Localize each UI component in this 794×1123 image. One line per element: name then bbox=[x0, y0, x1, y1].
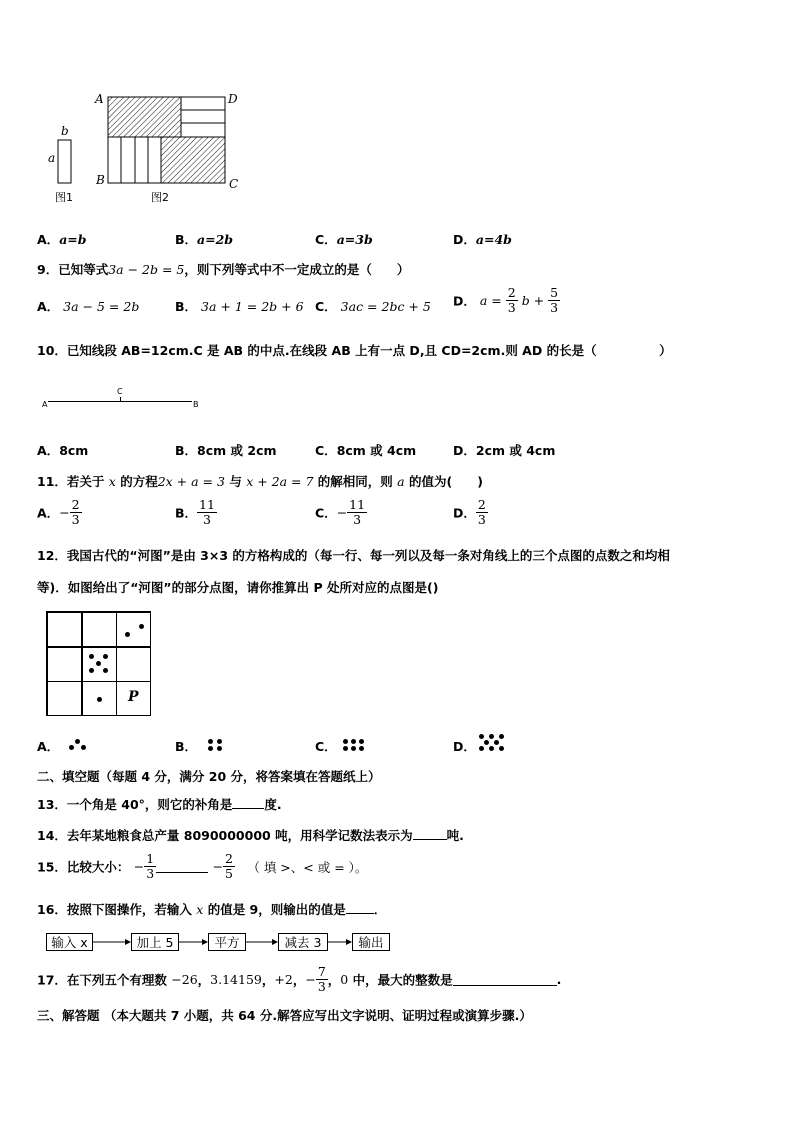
dot bbox=[89, 654, 94, 659]
q11-option-d: D． $\frac{2}{3}$ bbox=[453, 497, 486, 527]
q8-option-c: C．a=3b bbox=[315, 232, 373, 247]
dot-pattern-4 bbox=[207, 738, 227, 752]
q12-option-a: A． bbox=[37, 739, 60, 754]
q12-option-b: B． bbox=[175, 739, 198, 754]
q13-answer-blank[interactable] bbox=[232, 796, 264, 809]
dot-pattern-3 bbox=[68, 738, 88, 752]
grid-p-label: P bbox=[128, 689, 139, 705]
figure-rectangles bbox=[40, 90, 250, 205]
fig2-caption: 图2 bbox=[151, 191, 169, 204]
flow-input: 输入 x bbox=[46, 933, 93, 951]
hetu-grid bbox=[46, 611, 151, 716]
q10-point-c: C bbox=[117, 387, 123, 396]
q12-option-d: D． bbox=[453, 739, 476, 754]
flow-output: 输出 bbox=[352, 933, 390, 951]
q17-question: 17．在下列五个有理数 −26，3.14159，+2，− $\frac{7}{3}$ ，0 中，最大的整数是 . bbox=[37, 964, 562, 994]
q8-option-d: D．a=4b bbox=[453, 232, 512, 247]
q12-question-line2: 等)．如图给出了“河图”的部分点图，请你推算出 P 处所对应的点图是() bbox=[37, 580, 439, 595]
flow-subtract-3: 减去 3 bbox=[278, 933, 328, 951]
grid-cell bbox=[116, 612, 151, 647]
grid-cell bbox=[47, 647, 82, 682]
dot bbox=[96, 661, 101, 666]
fig1-caption: 图1 bbox=[55, 191, 73, 204]
corner-D: D bbox=[228, 92, 238, 106]
q10-point-b: B bbox=[193, 400, 199, 409]
q15-answer-blank[interactable] bbox=[156, 860, 208, 873]
flow-arrows bbox=[0, 935, 400, 949]
q10-question: 10．已知线段 AB=12cm.C 是 AB 的中点.在线段 AB 上有一点 D,且 CD=2cm.则 AD 的长是（ ） bbox=[37, 343, 672, 358]
dot bbox=[103, 668, 108, 673]
dot bbox=[89, 668, 94, 673]
corner-B: B bbox=[96, 173, 105, 187]
q11-option-c: C．− $\frac{11}{3}$ bbox=[315, 497, 366, 527]
q11-question: 11．若关于 x 的方程2x + a = 3 与 x + 2a = 7 的解相同，则 a 的值为( ) bbox=[37, 474, 483, 489]
q14-question: 14．去年某地粮食总产量 8090000000 吨，用科学记数法表示为 吨. bbox=[37, 828, 464, 843]
q15-question: 15．比较大小： − $\frac{1}{3}$ − $\frac{2}{5}$ （ 填 >、< 或 = ）。 bbox=[37, 851, 368, 881]
fig1-label-b: b bbox=[61, 124, 69, 138]
q10-midpoint-tick bbox=[120, 397, 121, 401]
q16-question: 16．按照下图操作，若输入 x 的值是 9，则输出的值是 ． bbox=[37, 902, 387, 917]
fig1-label-a: a bbox=[48, 151, 56, 165]
q8-option-a: A．a=b bbox=[37, 232, 87, 247]
grid-cell bbox=[82, 612, 117, 647]
grid-cell bbox=[47, 612, 82, 647]
q10-option-c: C．8cm 或 4cm bbox=[315, 443, 417, 458]
q9-option-b: B． 3a + 1 = 2b + 6 bbox=[175, 299, 304, 314]
q11-option-a: A．− $\frac{2}{3}$ bbox=[37, 497, 80, 527]
q10-point-a: A bbox=[42, 400, 48, 409]
dot bbox=[125, 632, 130, 637]
q10-option-b: B．8cm 或 2cm bbox=[175, 443, 277, 458]
dot bbox=[139, 624, 144, 629]
q17-answer-blank[interactable] bbox=[453, 973, 557, 986]
grid-cell bbox=[47, 681, 82, 716]
q11-option-b: B． $\frac{11}{3}$ bbox=[175, 497, 215, 527]
section-3-heading: 三、解答题 （本大题共 7 小题，共 64 分.解答应写出文字说明、证明过程或演算步骤.） bbox=[37, 1008, 532, 1023]
q10-segment bbox=[48, 401, 192, 402]
q8-option-b: B．a=2b bbox=[175, 232, 234, 247]
dot bbox=[103, 654, 108, 659]
corner-A: A bbox=[95, 92, 104, 106]
q12-option-c: C． bbox=[315, 739, 337, 754]
q10-option-a: A．8cm bbox=[37, 443, 89, 458]
grid-cell bbox=[116, 647, 151, 682]
figure-svg bbox=[40, 90, 250, 205]
dot-pattern-6 bbox=[342, 738, 368, 752]
q10-option-d: D．2cm 或 4cm bbox=[453, 443, 556, 458]
dot-pattern-8 bbox=[478, 733, 506, 753]
flow-add-5: 加上 5 bbox=[131, 933, 179, 951]
q14-answer-blank[interactable] bbox=[413, 827, 447, 840]
dot bbox=[97, 697, 102, 702]
q9-option-c: C． 3ac = 2bc + 5 bbox=[315, 299, 431, 314]
q13-question: 13．一个角是 40°，则它的补角是 度. bbox=[37, 797, 282, 812]
q16-answer-blank[interactable] bbox=[346, 901, 374, 914]
q9-option-a: A． 3a − 5 = 2b bbox=[37, 299, 140, 314]
q9-question: 9．已知等式3a − 2b = 5，则下列等式中不一定成立的是（ ） bbox=[37, 262, 410, 277]
section-2-heading: 二、填空题（每题 4 分，满分 20 分，将答案填在答题纸上） bbox=[37, 769, 381, 784]
corner-C: C bbox=[229, 177, 239, 191]
q12-question-line1: 12．我国古代的“河图”是由 3×3 的方格构成的（每一行、每一列以及每一条对角线上的三个点图的点数之和均相 bbox=[37, 548, 670, 563]
flow-square: 平方 bbox=[208, 933, 246, 951]
q9-option-d: D． a = $\frac{2}{3}$ b + $\frac{5}{3}$ bbox=[453, 285, 559, 315]
